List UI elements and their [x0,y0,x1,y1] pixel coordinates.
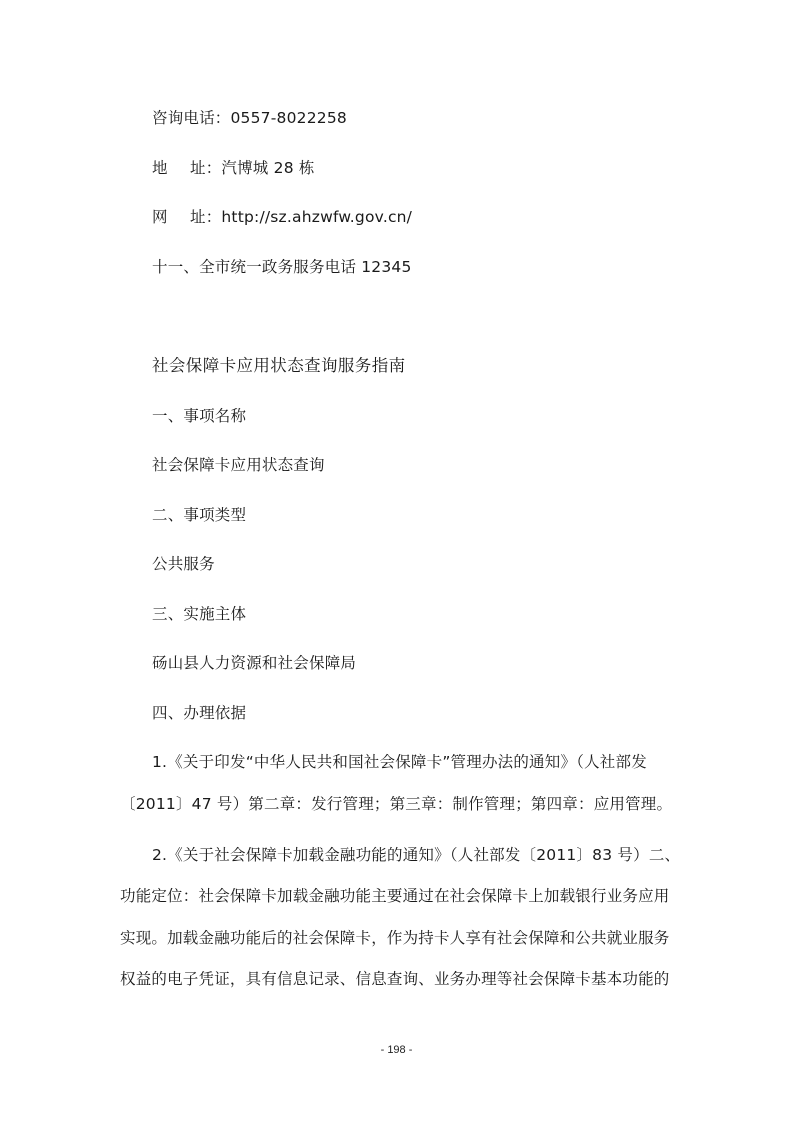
basis-1-line-2: 〔2011〕47 号）第二章：发行管理；第三章：制作管理；第四章：应用管理。 [120,795,673,813]
implementer-text: 砀山县人力资源和社会保障局 [152,654,357,672]
consult-phone: 咨询电话：0557-8022258 [152,109,347,127]
website-label: 网 [152,208,168,226]
basis-1-line-1: 1.《关于印发“中华人民共和国社会保障卡”管理办法的通知》（人社部发 [152,753,647,771]
website-value: 址：http://sz.ahzwfw.gov.cn/ [190,208,413,226]
item-type-text: 公共服务 [152,555,215,573]
basis-2-line-1: 2.《关于社会保障卡加载金融功能的通知》（人社部发〔2011〕83 号）二、 [152,846,681,864]
basis-2-line-2: 功能定位：社会保障卡加载金融功能主要通过在社会保障卡上加载银行业务应用 [120,887,670,905]
heading-item-type: 二、事项类型 [152,506,247,524]
address-line [152,158,315,178]
heading-basis: 四、办理依据 [152,704,247,722]
heading-item-name: 一、事项名称 [152,407,247,425]
address-value: 址：汽博城 28 栋 [190,159,315,177]
address-label: 地 [152,159,168,177]
page-number: - 198 - [380,1044,413,1056]
basis-2-line-3: 实现。加载金融功能后的社会保障卡，作为持卡人享有社会保障和公共就业服务 [120,929,670,947]
website-line [152,207,412,227]
item-name-text: 社会保障卡应用状态查询 [152,456,325,474]
section-eleven-heading: 十一、全市统一政务服务电话 12345 [152,258,412,276]
heading-implementer: 三、实施主体 [152,605,247,623]
basis-2-line-4: 权益的电子凭证，具有信息记录、信息查询、业务办理等社会保障卡基本功能的 [120,970,670,988]
guide-title: 社会保障卡应用状态查询服务指南 [152,356,406,375]
